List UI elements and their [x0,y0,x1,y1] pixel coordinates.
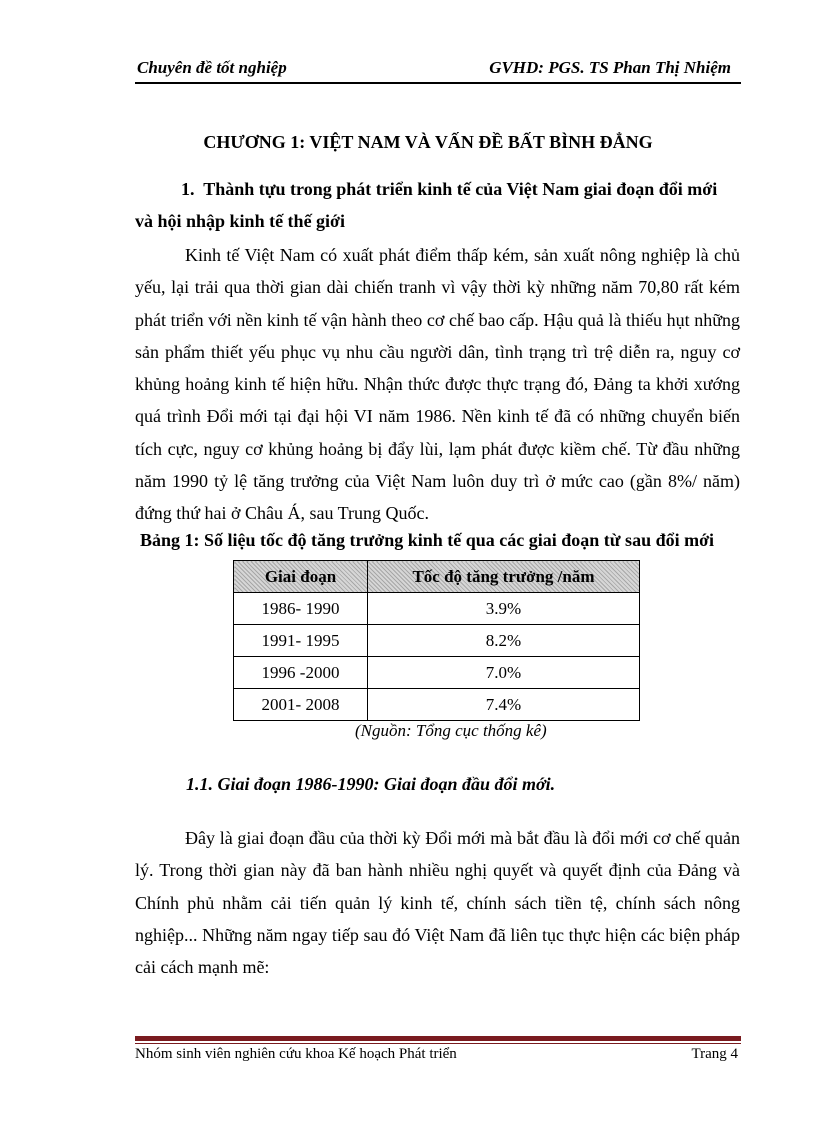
section-title-line1: Thành tựu trong phát triển kinh tế của Việt Nam giai đoạn đổi mới [203,179,718,199]
footer-rule [135,1036,741,1041]
footer-group-name: Nhóm sinh viên nghiên cứu khoa Kế hoạch Phát triển [135,1046,457,1062]
column-header-growth-rate: Tốc độ tăng trưởng /năm [368,561,640,593]
growth-rate-table [233,560,640,721]
table-caption: Bảng 1: Số liệu tốc độ tăng trưởng kinh tế qua các giai đoạn từ sau đổi mới [139,530,715,550]
table-cell-growth-rate: 3.9% [368,593,640,625]
chapter-title: CHƯƠNG 1: VIỆT NAM VÀ VẤN ĐỀ BẤT BÌNH ĐẲNG [203,132,653,152]
section-heading-line1 [135,173,740,205]
table-cell-growth-rate: 7.4% [368,689,640,721]
column-header-period: Giai đoạn [234,561,368,593]
table-header-row [234,561,640,593]
table-cell-growth-rate: 8.2% [368,625,640,657]
intro-paragraph: Kinh tế Việt Nam có xuất phát điểm thấp kém, sản xuất nông nghiệp là chủ yếu, lại trải qua thời gian dài chiến tranh vì vậy thời kỳ những năm 70,80 rất kém phát triển với nền kinh tế vận hành theo cơ chế bao cấp. Hậu quả là thiếu hụt những sản phẩm thiết yếu phục vụ nhu cầu người dân, tình trạng trì trệ diễn ra, nguy cơ khủng hoảng kinh tế hiện hữu. Nhận thức được thực trạng đó, Đảng ta khởi xướng quá trình Đổi mới tại đại hội VI năm 1986. Nền kinh tế đã có những chuyển biến tích cực, nguy cơ khủng hoảng bị đẩy lùi, lạm phát được kiềm chế. Từ đầu những năm 1990 tỷ lệ tăng trưởng của Việt Nam luôn duy trì ở mức cao (gần 8%/ năm) đứng thứ hai ở Châu Á, sau Trung Quốc. [135,245,740,524]
page-header [135,58,741,82]
table-row [234,689,640,721]
page-number: Trang 4 [691,1046,738,1062]
table-cell-period: 2001- 2008 [234,689,368,721]
table-source-note: (Nguồn: Tổng cục thống kê) [355,721,547,740]
subsection-paragraph: Đây là giai đoạn đầu của thời kỳ Đổi mới mà bắt đầu là đổi mới cơ chế quản lý. Trong thời gian này đã ban hành nhiều nghị quyết và quyết định của Đảng và Chính phủ nhằm cải tiến quản lý kinh tế, chính sách tiền tệ, chính sách nông nghiệp... Những năm ngay tiếp sau đó Việt Nam đã liên tục thực hiện các biện pháp cải cách mạnh mẽ: [135,828,740,978]
header-rule [135,82,741,84]
table-row [234,625,640,657]
table-cell-growth-rate: 7.0% [368,657,640,689]
section-title-line2: và hội nhập kinh tế thế giới [135,211,346,231]
table-cell-period: 1996 -2000 [234,657,368,689]
table-row [234,657,640,689]
table-cell-period: 1986- 1990 [234,593,368,625]
footer-rule-thin [135,1043,741,1044]
table-row [234,593,640,625]
section-number: 1. [181,179,195,199]
subsection-heading: 1.1. Giai đoạn 1986-1990: Giai đoạn đầu đổi mới. [186,774,556,794]
section-heading [135,173,740,237]
table-cell-period: 1991- 1995 [234,625,368,657]
header-document-type: Chuyên đề tốt nghiệp [137,58,287,77]
header-supervisor: GVHD: PGS. TS Phan Thị Nhiệm [489,58,731,77]
